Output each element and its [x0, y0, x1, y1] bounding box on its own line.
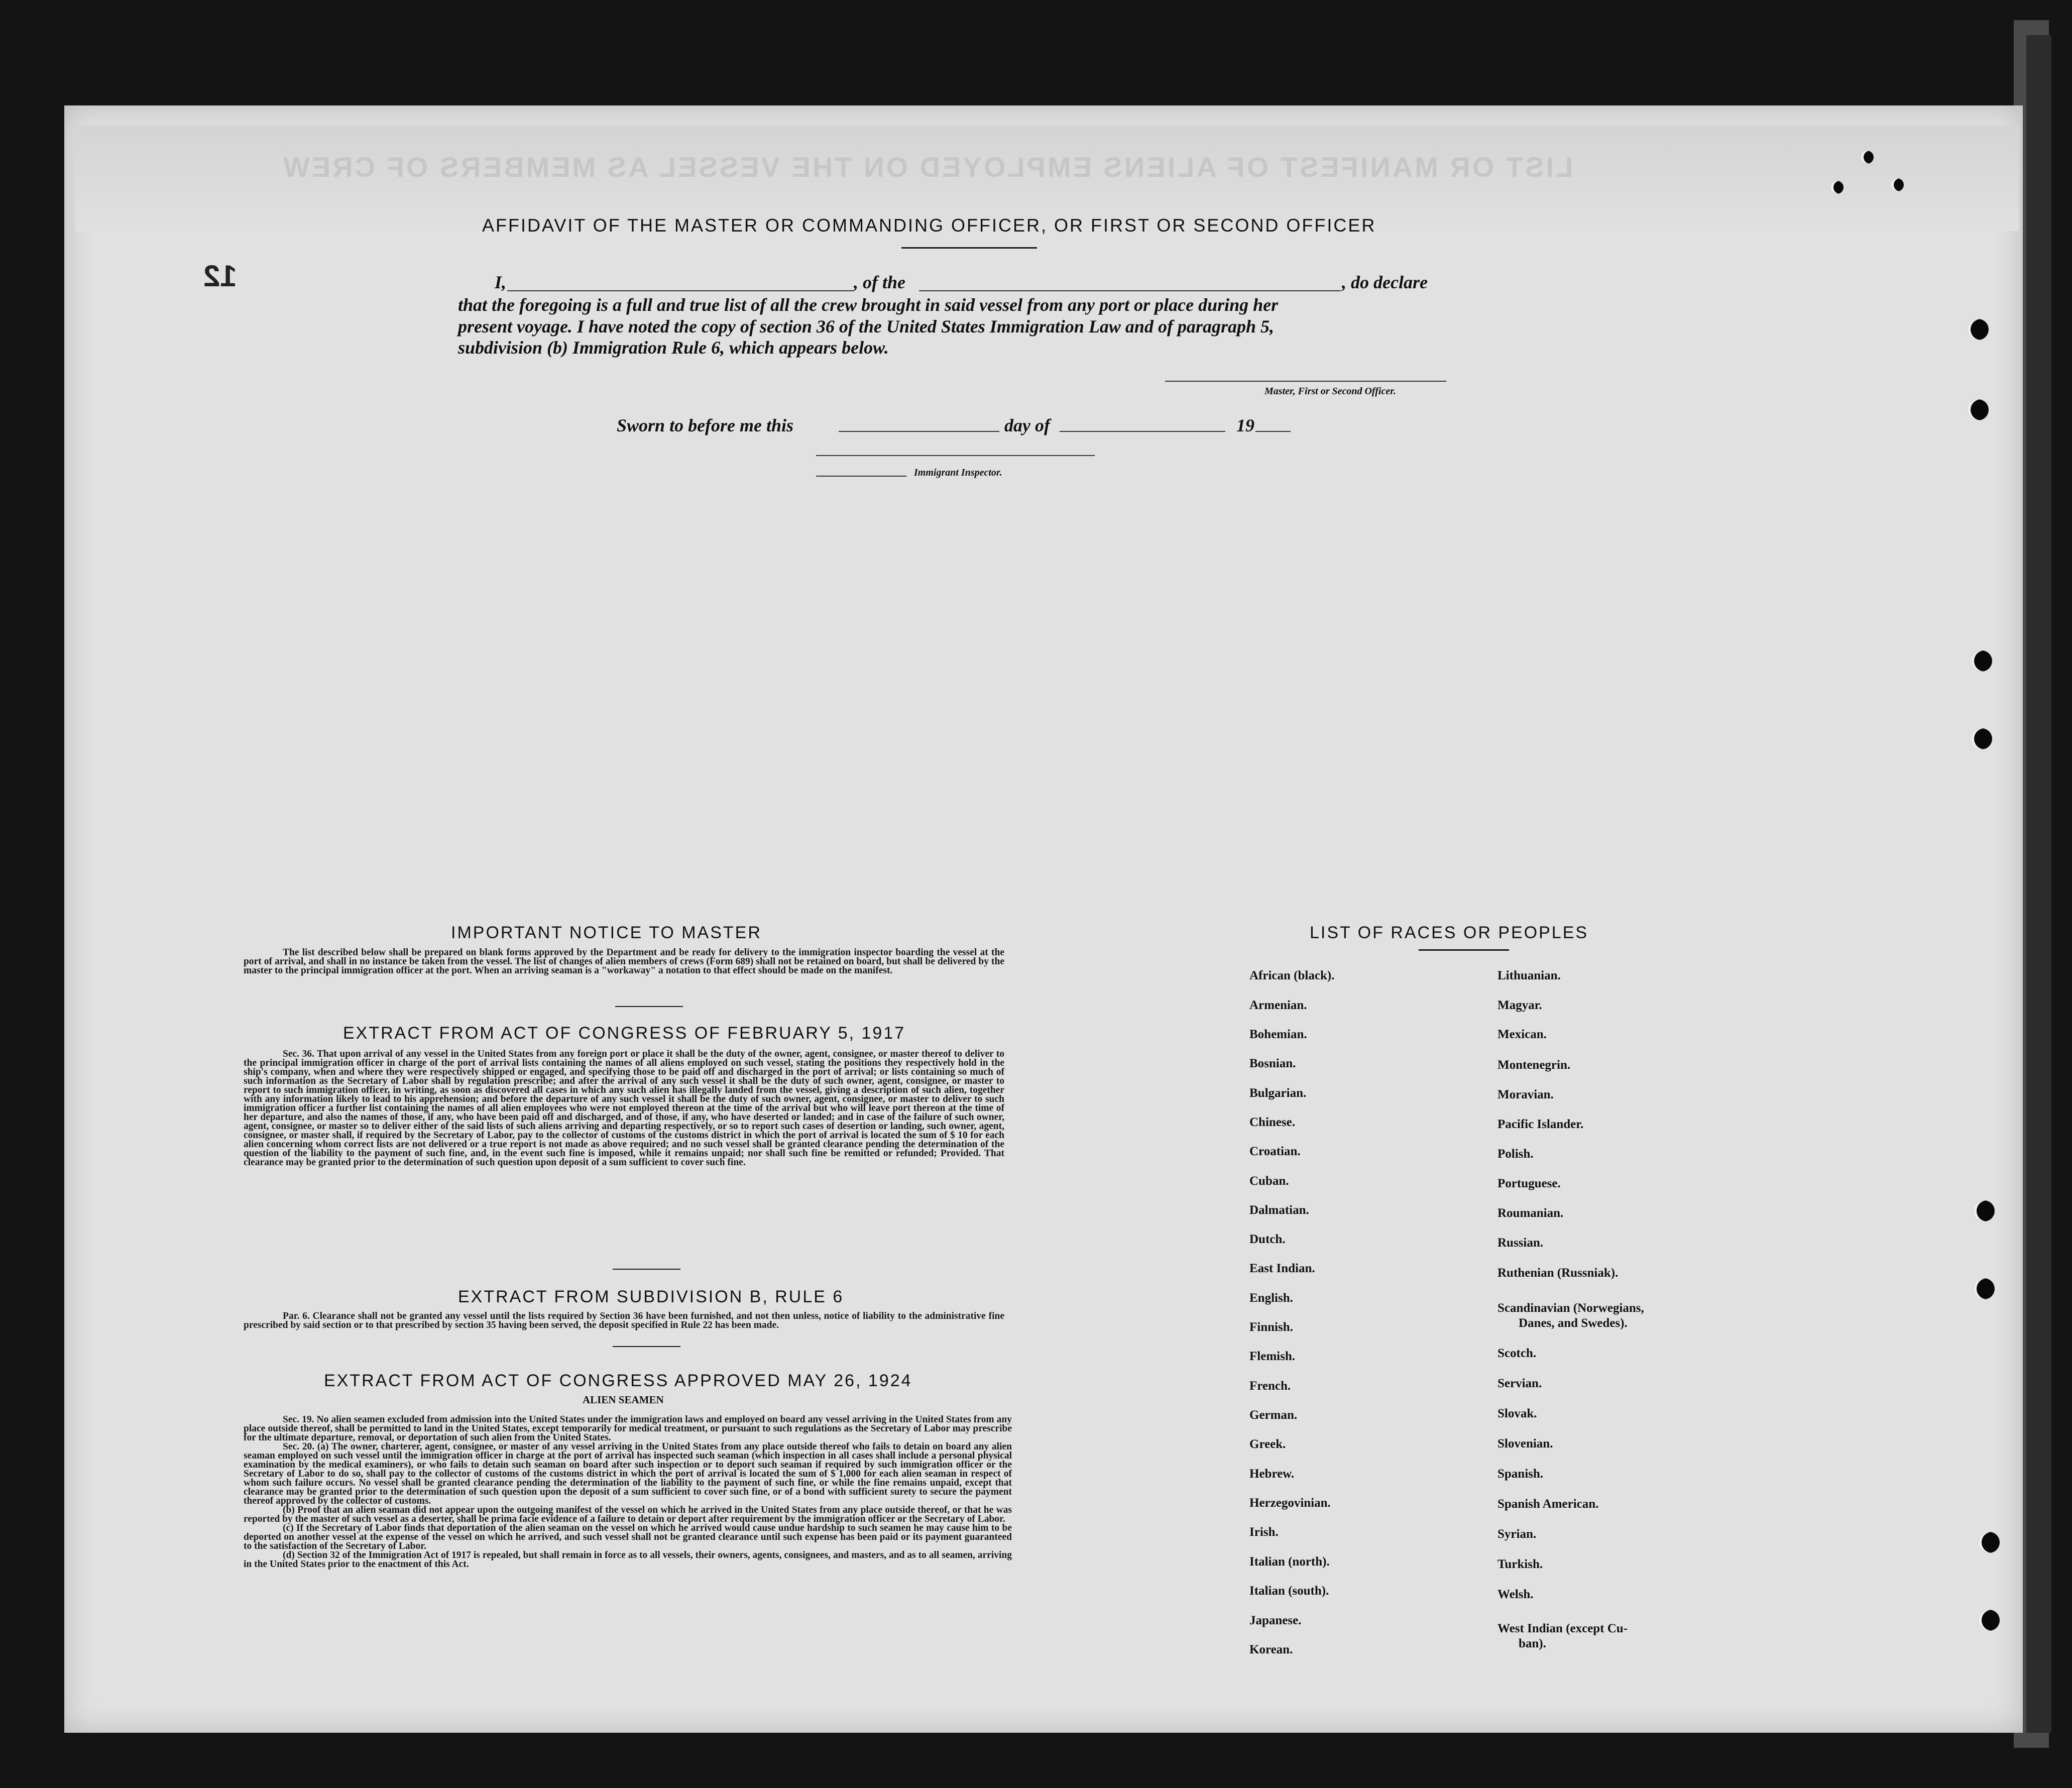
race-item: Italian (south).	[1249, 1584, 1329, 1598]
race-item: Portuguese.	[1498, 1177, 1561, 1190]
race-item: Dalmatian.	[1249, 1203, 1309, 1217]
binder-hole-icon	[1974, 1200, 1995, 1221]
sec-20a: Sec. 20. (a) The owner, charterer, agent, consignee, or master of any vessel arriving in the United States from any place outside thereof who fails to detain on board any alien seaman employed on such vessel until the immigration officer in charge at the port of arrival has inspected such seaman (which inspection in all cases shall include a personal physical examination by the medical examiners), or who fails to detain such seaman on board after such inspection or to deport such seaman if required by such immigration officer or the Secretary of Labor to do so, shall pay to the collector of customs of the customs district in which the port of arrival is located the sum of $ 1,000 for each alien seaman in respect of whom such failure occurs. No vessel shall be granted clearance pending the determination of the liability to the payment of such fine, or while the fine remains unpaid, except that clearance may be granted prior to the determination of such question upon the deposit of a sum sufficient to cover such fine, or of a bond with sufficient surety to secure the payment thereof approved by the collector of customs.	[244, 1441, 1012, 1506]
race-item: Roumanian.	[1498, 1206, 1564, 1220]
binder-hole-icon	[1979, 1610, 2000, 1631]
race-item: Bosnian.	[1249, 1057, 1296, 1070]
bleed-through-title: LIST OR MANIFEST OF ALIENS EMPLOYED ON THE VESSEL AS MEMBERS OF CREW	[281, 151, 1573, 183]
binder-hole-icon	[1968, 319, 1989, 340]
race-item: Slovak.	[1498, 1407, 1537, 1420]
race-item: Pacific Islander.	[1498, 1118, 1584, 1131]
race-item: Bohemian.	[1249, 1028, 1307, 1041]
race-item: Korean.	[1249, 1643, 1293, 1656]
sec-20c: (c) If the Secretary of Labor finds that deportation of the alien seaman on the vessel on which he arrived would cause undue hardship to such seamen he may cause him to be deported on another vessel at the expense of the vessel on which he arrived, and such vessel shall not be granted clearance until such expense has been paid or its payment guaranteed to the satisfaction of the Secretary of Labor.	[244, 1523, 1012, 1551]
affidavit-line-1b: , of the	[854, 272, 905, 292]
notice-text: The list described below shall be prepared on blank forms approved by the Department and be ready for delivery to the immigration inspector boarding the vessel at the port of arrival, and shall in no instance be taken from the vessel. The list of changes of alien members of crews (Form 689) shall not be retained on board, but shall be delivered by the master to the principal immigration officer at the port. When an arriving seaman is a "workaway" a notation to that effect should be made on the manifest.	[244, 947, 1004, 976]
race-item: Spanish American.	[1498, 1497, 1599, 1511]
race-item: Herzegovinian.	[1249, 1496, 1331, 1510]
extract-1924-heading: EXTRACT FROM ACT OF CONGRESS APPROVED MAY 26, 1924	[324, 1371, 912, 1390]
race-item: Slovenian.	[1498, 1437, 1553, 1450]
race-item: Italian (north).	[1249, 1555, 1330, 1569]
race-item: Chinese.	[1249, 1115, 1295, 1129]
affidavit-line-1a: I,	[495, 272, 507, 292]
month-blank	[1060, 431, 1225, 432]
race-item: Montenegrin.	[1498, 1058, 1571, 1072]
race-item: West Indian (except Cu-	[1498, 1622, 1628, 1635]
race-item: Syrian.	[1498, 1527, 1537, 1541]
race-item: Turkish.	[1498, 1557, 1543, 1571]
binder-hole-icon	[1891, 178, 1904, 191]
binder-hole-icon	[1971, 650, 1992, 672]
binder-hole-icon	[1968, 399, 1989, 420]
affidavit-heading: AFFIDAVIT OF THE MASTER OR COMMANDING OFFICER, OR FIRST OR SECOND OFFICER	[482, 215, 1376, 236]
extract-1917-text: Sec. 36. That upon arrival of any vessel in the United States from any foreign port or place it shall be the duty of the owner, agent, consignee, or master thereof to deliver to the principal immigration officer in charge of the port of arrival lists containing the names of all aliens employed on such vessel, stating the positions they respectively hold in the ship's company, when and where they were respectively shipped or engaged, and specifying those to be paid off and discharged in the port of arrival; or lists containing so much of such information as the Secretary of Labor shall by regulation prescribe; and after the arrival of any such vessel it shall be the duty of such owner, agent, consignee, or master to report to such immigration officer, in writing, as soon as discovered all cases in which any such alien has illegally landed from the vessel, giving a description of such alien, together with any information likely to lead to his apprehension; and before the departure of any such vessel it shall be the duty of such owner, agent, consignee, or master to deliver to such immigration officer a further list containing the names of all alien employees who were not employed thereon at the time of the arrival but who will leave port thereon at the time of her departure, and also the names of those, if any, who have been paid off and discharged, and of those, if any, who have deserted or landed; and in case of the failure of such owner, agent, consignee, or master so to deliver either of the said lists of such aliens arriving and departing respectively, or so to report such cases of desertion or landing, such owner, agent, consignee, or master shall, if required by the Secretary of Labor, pay to the collector of customs of the customs district in which the port of arrival is located the sum of $ 10 for each alien concerning whom correct lists are not delivered or a true report is not made as above required; and no such vessel shall be granted clearance pending the determination of the question of the liability to the payment of such fine, and, in the event such fine is imposed, while it remains unpaid; nor shall such fine be remitted or refunded; Provided. That clearance may be granted prior to the determination of such question upon deposit of a sum sufficient to cover such fine.	[244, 1049, 1004, 1168]
race-item: Moravian.	[1498, 1088, 1554, 1101]
race-item: German.	[1249, 1408, 1298, 1422]
race-item: Japanese.	[1249, 1614, 1302, 1627]
name-blank	[507, 290, 854, 291]
race-item: East Indian.	[1249, 1262, 1315, 1275]
affidavit-line-4: subdivision (b) Immigration Rule 6, which appears below.	[458, 338, 889, 358]
divider	[901, 247, 1037, 249]
race-item: Bulgarian.	[1249, 1086, 1307, 1100]
race-item: African (black).	[1249, 969, 1335, 982]
race-item: Greek.	[1249, 1437, 1286, 1451]
race-item: Polish.	[1498, 1147, 1534, 1161]
signature-line	[1165, 381, 1446, 382]
sworn-text: Sworn to before me this	[617, 415, 794, 435]
inspector-line	[816, 455, 1095, 456]
race-item: Ruthenian (Russniak).	[1498, 1266, 1619, 1280]
race-item: Irish.	[1249, 1525, 1279, 1539]
affidavit-line-2: that the foregoing is a full and true list of all the crew brought in said vessel from any port or place during her	[458, 295, 1279, 315]
extract-rule6-heading: EXTRACT FROM SUBDIVISION B, RULE 6	[458, 1287, 844, 1306]
sec-20d: (d) Section 32 of the Immigration Act of 1917 is repealed, but shall remain in force as to all vessels, their owners, agents, consignees, and masters, and as to all seamen, arriving in the United States prior to the enactment of this Act.	[244, 1550, 1012, 1570]
race-item: Hebrew.	[1249, 1467, 1295, 1481]
extract-1924-subheading: ALIEN SEAMEN	[583, 1394, 664, 1406]
race-item: Scandinavian (Norwegians,	[1498, 1301, 1644, 1315]
affidavit-line-1c: , do declare	[1342, 272, 1428, 292]
notice-heading: IMPORTANT NOTICE TO MASTER	[451, 923, 762, 942]
binder-hole-icon	[1971, 728, 1992, 749]
vessel-blank	[919, 290, 1341, 291]
extract-1917-heading: EXTRACT FROM ACT OF CONGRESS OF FEBRUARY 5, 1917	[343, 1024, 906, 1043]
race-item: Croatian.	[1249, 1145, 1301, 1158]
binder-hole-icon	[1830, 181, 1844, 194]
divider	[613, 1346, 680, 1347]
date-blank	[839, 431, 999, 432]
race-item: Spanish.	[1498, 1467, 1544, 1481]
year-blank	[1255, 431, 1291, 432]
binder-hole-icon	[1979, 1532, 2000, 1553]
underlying-page-edge	[2026, 35, 2051, 1733]
race-item: ban).	[1519, 1637, 1546, 1650]
binder-hole-icon	[1861, 151, 1874, 164]
sec-20b: (b) Proof that an alien seaman did not appear upon the outgoing manifest of the vessel on which he arrived in the United States from any place outside thereof, or that he was reported by the master of such vessel as a deserter, shall be prima facie evidence of a failure to detain or deport after requirement by the immigration officer or the Secretary of Labor.	[244, 1505, 1012, 1524]
race-item: Flemish.	[1249, 1350, 1295, 1363]
race-item: Cuban.	[1249, 1174, 1289, 1188]
race-item: Danes, and Swedes).	[1519, 1316, 1628, 1330]
race-item: French.	[1249, 1379, 1291, 1393]
race-item: English.	[1249, 1291, 1293, 1305]
affidavit-line-3: present voyage. I have noted the copy of section 36 of the United States Immigration Law and of paragraph 5,	[458, 316, 1274, 337]
inspector-label: Immigrant Inspector.	[914, 467, 1002, 478]
margin-number: 12	[203, 259, 237, 293]
extract-rule6-text: Par. 6. Clearance shall not be granted any vessel until the lists required by Section 36 have been furnished, and not then unless, notice of liability to the administrative fine prescribed by said section or to that prescribed by section 35 having been served, the deposit specified in Rule 22 has been made.	[244, 1311, 1004, 1330]
divider	[1419, 949, 1509, 951]
race-item: Armenian.	[1249, 998, 1307, 1012]
races-heading: LIST OF RACES OR PEOPLES	[1310, 923, 1589, 942]
sworn-day-of: day of	[1004, 415, 1050, 435]
signer-label: Master, First or Second Officer.	[1264, 386, 1396, 397]
sec-19: Sec. 19. No alien seamen excluded from admission into the United States under the immigration laws and employed on board any vessel arriving in the United States from any place outside thereof, shall be permitted to land in the United States, except temporarily for medical treatment, or pursuant to such regulations as the Secretary of Labor may prescribe for the ultimate departure, removal, or deportation of such alien from the United States.	[244, 1414, 1012, 1443]
race-item: Magyar.	[1498, 998, 1542, 1012]
divider	[613, 1269, 680, 1270]
extract-1924-text	[244, 1415, 1012, 1569]
race-item: Welsh.	[1498, 1588, 1534, 1601]
race-item: Finnish.	[1249, 1320, 1293, 1334]
race-item: Servian.	[1498, 1377, 1542, 1390]
race-item: Lithuanian.	[1498, 969, 1561, 982]
divider	[615, 1006, 683, 1007]
race-item: Mexican.	[1498, 1028, 1547, 1041]
binder-hole-icon	[1974, 1278, 1995, 1299]
race-item: Scotch.	[1498, 1347, 1537, 1360]
race-item: Russian.	[1498, 1236, 1544, 1250]
inspector-line-short	[816, 476, 906, 477]
race-item: Dutch.	[1249, 1233, 1286, 1246]
sworn-year: 19	[1236, 415, 1254, 435]
